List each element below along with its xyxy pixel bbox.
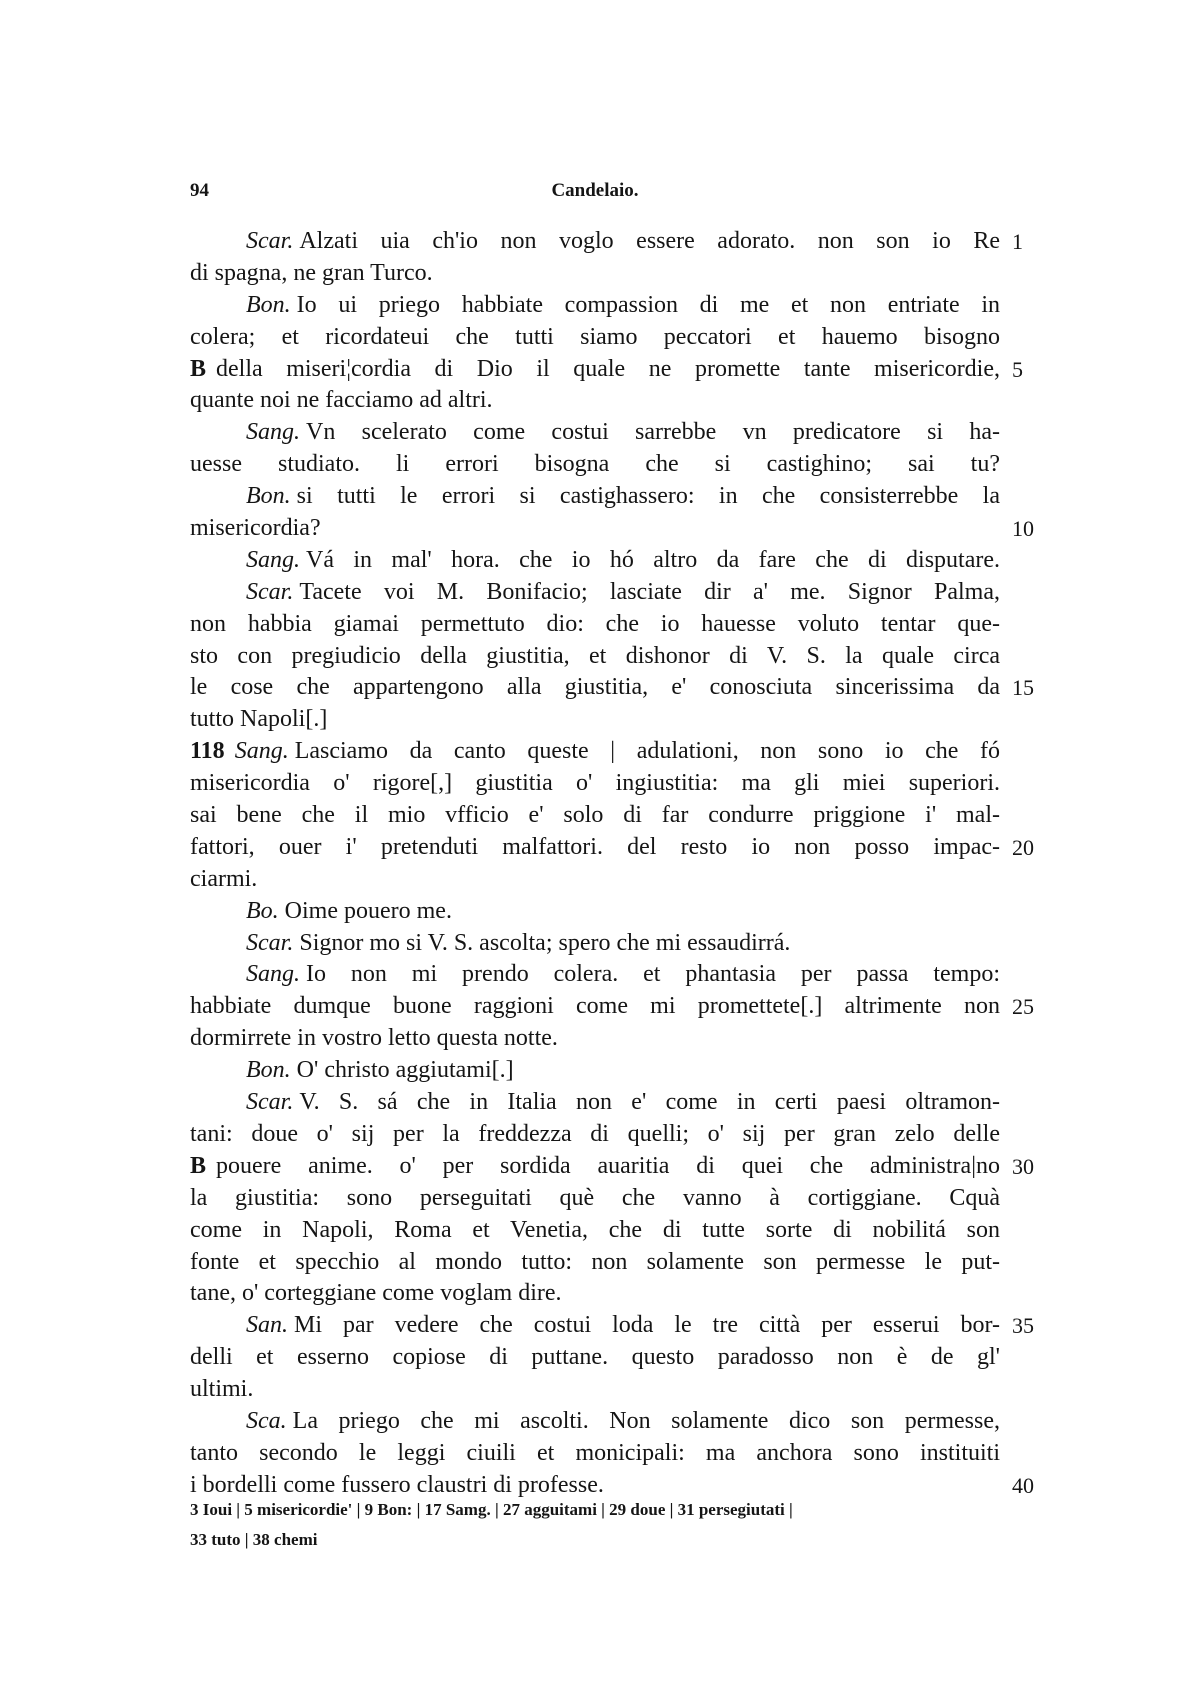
text-line (190, 1406, 1198, 1438)
running-title: Candelaio. (551, 180, 639, 201)
line-content: Vá in mal' hora. che io hó altro da fare che di disputare. (306, 546, 1000, 573)
line-content: Tacete voi M. Bonifacio; lasciate dir a' me. Signor Palma, (299, 578, 1000, 605)
line-text (246, 928, 1000, 960)
line-text (246, 1310, 1000, 1342)
line-text (246, 1055, 1000, 1087)
text-line (190, 1183, 1198, 1215)
line-text (190, 354, 1000, 386)
line-text (190, 800, 1000, 832)
line-text (190, 672, 1000, 704)
line-content: Io ui priego habbiate compassion di me et non entriate in (296, 291, 1000, 318)
line-number: 15 (1012, 675, 1034, 701)
line-content: O' christo aggiutami[.] (296, 1057, 514, 1084)
line-content: la giustitia: sono perseguitati què che vanno à cortiggiane. Cquà (190, 1184, 1000, 1211)
line-number: 40 (1012, 1472, 1034, 1498)
text-line (190, 609, 1198, 641)
line-content: misericordia o' rigore[,] giustitia o' ingiustitia: ma gli miei superiori. (190, 770, 1000, 797)
line-number: 20 (1012, 834, 1034, 860)
text-line (190, 1278, 1198, 1310)
text-line (190, 385, 1198, 417)
text-line (190, 290, 1198, 322)
text-line (190, 928, 1198, 960)
text-line (190, 481, 1198, 513)
line-text (246, 577, 1000, 609)
line-content: V. S. sá che in Italia non e' come in certi paesi oltramon- (299, 1089, 1000, 1116)
line-text (246, 481, 1000, 513)
line-text (190, 385, 1000, 417)
speaker-name: Scar. (246, 228, 294, 254)
line-text (190, 1023, 1000, 1055)
line-text (190, 1183, 1000, 1215)
line-text (246, 959, 1000, 991)
text-line (190, 226, 1198, 258)
line-content: La priego che mi ascolti. Non solamente dico son permesse, (292, 1407, 1000, 1434)
text-line (190, 354, 1198, 386)
speaker-name: Sang. (246, 961, 300, 988)
line-content: sai bene che il mio vfficio e' solo di far condurre priggione i' mal- (190, 802, 1000, 829)
text-line (190, 1151, 1198, 1183)
line-content: dormirrete in vostro letto questa notte. (190, 1025, 558, 1052)
speaker-name: Scar. (246, 1089, 294, 1116)
line-content: tanto secondo le leggi ciuili et monicipali: ma anchora sono instituiti (190, 1439, 1000, 1466)
line-text (190, 1151, 1000, 1183)
line-text (190, 991, 1000, 1023)
speaker-name: Bon. (246, 483, 291, 510)
line-text (190, 609, 1000, 641)
line-content: le cose che appartengono alla giustitia, e' conosciuta sincerissima da (190, 674, 1000, 701)
text-line (190, 577, 1198, 609)
line-text (190, 736, 1000, 768)
text-line (190, 641, 1198, 673)
line-content: Io non mi prendo colera. et phantasia per passa tempo: (306, 961, 1000, 988)
speaker-name: San. (246, 1312, 288, 1339)
body-text (190, 226, 1198, 1502)
line-number: 5 (1012, 356, 1023, 382)
line-content: fonte et specchio al mondo tutto: non solamente son permesse le put- (190, 1248, 1000, 1275)
text-line (190, 1055, 1198, 1087)
text-line (190, 1215, 1198, 1247)
line-content: come in Napoli, Roma et Venetia, che di tutte sorte di nobilitá son (190, 1216, 1000, 1243)
line-text (190, 258, 1000, 290)
line-content: i bordelli come fussero claustri di professe. (190, 1471, 604, 1498)
line-text (190, 1278, 1000, 1310)
page-number: 94 (190, 180, 209, 201)
line-content: non habbia giamai permettuto dio: che io hauesse voluto tentar que- (190, 610, 1000, 637)
speaker-name: Sang. (246, 419, 300, 446)
line-content: uesse studiato. li errori bisogna che si castighino; sai tu? (190, 451, 1000, 478)
line-content: sto con pregiudicio della giustitia, et dishonor di V. S. la quale circa (190, 642, 1000, 669)
line-content: ultimi. (190, 1376, 254, 1403)
line-text (246, 417, 1000, 449)
text-line (190, 1374, 1198, 1406)
speaker-name: Scar. (246, 929, 294, 956)
line-text (246, 896, 1000, 928)
line-content: ciarmi. (190, 865, 258, 892)
text-line (190, 1310, 1198, 1342)
line-text (190, 641, 1000, 673)
text-line (190, 545, 1198, 577)
text-line (190, 959, 1198, 991)
text-line (190, 1438, 1198, 1470)
line-number: 35 (1012, 1313, 1034, 1339)
line-content: quante noi ne facciamo ad altri. (190, 387, 493, 414)
line-content: Oime pouero me. (284, 897, 452, 924)
margin-marker: B (190, 1152, 207, 1179)
line-content: colera; et ricordateui che tutti siamo peccatori et hauemo bisogno (190, 323, 1000, 350)
speaker-name: Bon. (246, 291, 291, 318)
line-content: Mi par vedere che costui loda le tre città per esserui bor- (294, 1312, 1000, 1339)
text-line (190, 864, 1198, 896)
text-line (190, 1087, 1198, 1119)
page-header (190, 180, 1000, 210)
text-line (190, 449, 1198, 481)
speaker-name: Bon. (246, 1057, 291, 1084)
line-text (190, 1374, 1000, 1406)
line-content: tutto Napoli[.] (190, 706, 328, 733)
line-text (246, 1087, 1000, 1119)
text-line (190, 736, 1198, 768)
text-line (190, 1023, 1198, 1055)
footnotes (190, 1495, 1000, 1555)
text-line (190, 258, 1198, 290)
line-text (190, 1119, 1000, 1151)
line-content: habbiate dumque buone raggioni come mi promettete[.] altrimente non (190, 993, 1000, 1020)
line-text (190, 322, 1000, 354)
line-content: Alzati uia ch'io non voglo essere adorato. non son io Re (299, 228, 1000, 254)
line-number: 25 (1012, 994, 1034, 1020)
line-text (246, 226, 1000, 258)
line-content: fattori, ouer i' pretenduti malfattori. del resto io non posso impac- (190, 833, 1000, 860)
text-line (190, 513, 1198, 545)
line-number: 30 (1012, 1153, 1034, 1179)
text-line (190, 896, 1198, 928)
line-text (190, 768, 1000, 800)
text-line (190, 1247, 1198, 1279)
line-text (246, 1406, 1000, 1438)
line-text (246, 545, 1000, 577)
speaker-name: Sca. (246, 1407, 287, 1434)
line-text (190, 1247, 1000, 1279)
line-number: 10 (1012, 516, 1034, 542)
line-content: della miseri¦cordia di Dio il quale ne promette tante misericordie, (216, 355, 1000, 382)
line-text (190, 704, 1000, 736)
line-content: delli et esserno copiose di puttane. questo paradosso non è de gl' (190, 1344, 1000, 1371)
line-content: Vn scelerato come costui sarrebbe vn predicatore si ha- (306, 419, 1000, 446)
text-line (190, 1119, 1198, 1151)
text-line (190, 768, 1198, 800)
line-content: Signor mo si V. S. ascolta; spero che mi essaudirrá. (299, 929, 791, 956)
text-line (190, 417, 1198, 449)
line-content: misericordia? (190, 515, 321, 542)
text-line (190, 1342, 1198, 1374)
line-text (190, 1215, 1000, 1247)
line-text (190, 513, 1000, 545)
speaker-name: Sang. (234, 738, 289, 765)
speaker-name: Bo. (246, 897, 279, 924)
text-line (190, 991, 1198, 1023)
line-number: 1 (1012, 229, 1023, 254)
line-content: Lasciamo da canto queste | adulationi, non sono io che fó (294, 738, 1000, 765)
text-line (190, 832, 1198, 864)
text-line (190, 800, 1198, 832)
line-text (246, 290, 1000, 322)
line-text (190, 1438, 1000, 1470)
line-content: si tutti le errori si castighassero: in che consisterrebbe la (296, 483, 1000, 510)
line-content: pouere anime. o' per sordida auaritia di quei che administra|no (216, 1152, 1000, 1179)
text-line (190, 672, 1198, 704)
line-content: tani: doue o' sij per la freddezza di quelli; o' sij per gran zelo delle (190, 1120, 1000, 1147)
footnote-line: 3 Ioui | 5 misericordie' | 9 Bon: | 17 Samg. | 27 agguitami | 29 doue | 31 persegiutati | (190, 1500, 793, 1519)
text-line (190, 704, 1198, 736)
line-text (190, 832, 1000, 864)
speaker-name: Scar. (246, 578, 294, 605)
line-text (190, 449, 1000, 481)
line-content: di spagna, ne gran Turco. (190, 259, 433, 286)
footnote-line: 33 tuto | 38 chemi (190, 1530, 318, 1549)
text-line (190, 322, 1198, 354)
line-text (190, 1342, 1000, 1374)
speaker-name: Sang. (246, 546, 300, 573)
line-content: tane, o' corteggiane come voglam dire. (190, 1280, 562, 1307)
margin-marker: 118 (190, 738, 225, 765)
margin-marker: B (190, 355, 207, 382)
line-text (190, 864, 1000, 896)
